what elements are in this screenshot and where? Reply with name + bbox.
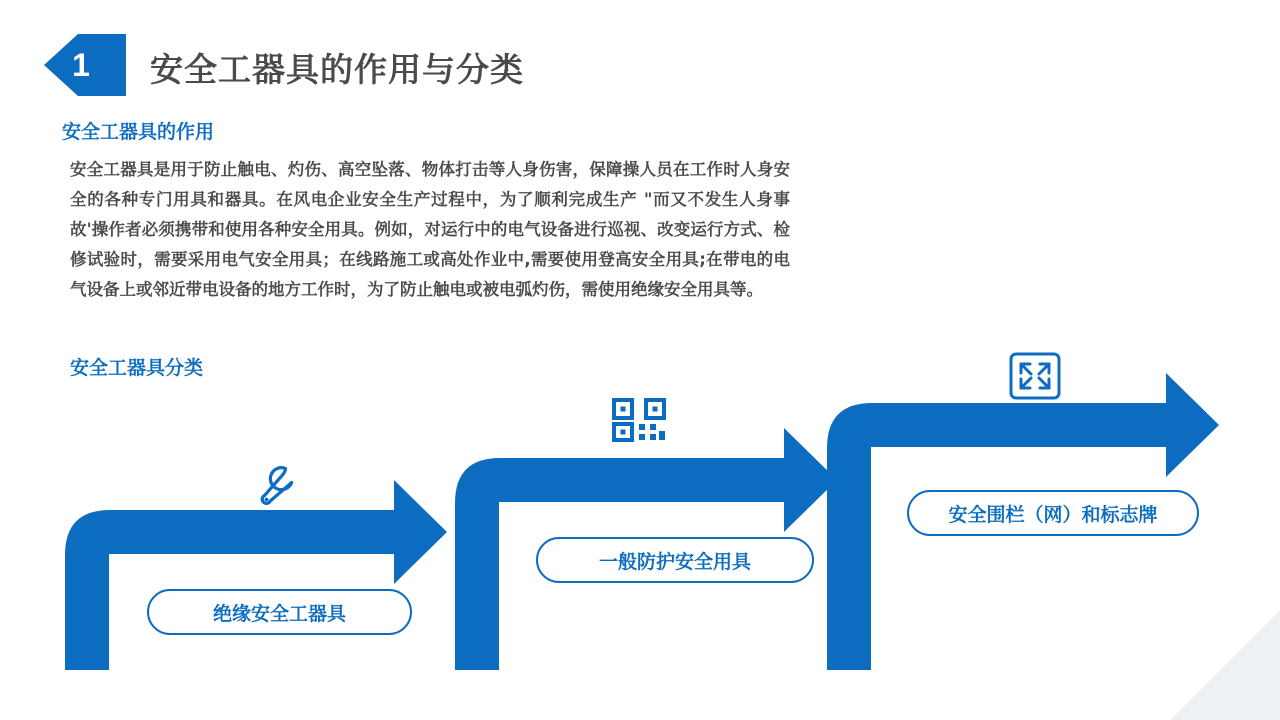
qr-code-icon	[612, 398, 668, 442]
flow-step-label-3: 安全围栏（网）和标志牌	[907, 490, 1199, 536]
section-heading-classification: 安全工器具分类	[70, 357, 204, 379]
slide-header	[0, 18, 1280, 90]
flow-step-label-2: 一般防护安全用具	[536, 537, 814, 583]
corner-decoration	[1120, 610, 1280, 720]
flow-arrow-1	[65, 480, 447, 670]
page-title: 安全工器具的作用与分类	[150, 50, 524, 89]
section-number-text: 1	[72, 46, 90, 83]
wrench-icon	[252, 464, 300, 508]
section-heading-role: 安全工器具的作用	[62, 121, 215, 143]
flow-step-label-1: 绝缘安全工器具	[147, 589, 412, 635]
expand-arrows-icon	[1009, 352, 1061, 400]
section-number-badge	[44, 34, 126, 96]
body-paragraph-role: 安全工器具是用于防止触电、灼伤、高空坠落、物体打击等人身伤害，保障操人员在工作时人身安全的各种专门用具和器具。在风电企业安全生产过程中，为了顺利完成生产 "而又不发生人身事故'操作者必须携带和使用各种安全用具。例如，对运行中的电气设备进行巡视、改变运行方式、检修试验时，需要采用电气安全用具；在线路施工或高处作业中,需要使用登高安全用具;在带电的电气设备上或邻近带电设备的地方工作时，为了防止触电或被电弧灼伤，需使用绝缘安全用具等。	[70, 160, 790, 299]
